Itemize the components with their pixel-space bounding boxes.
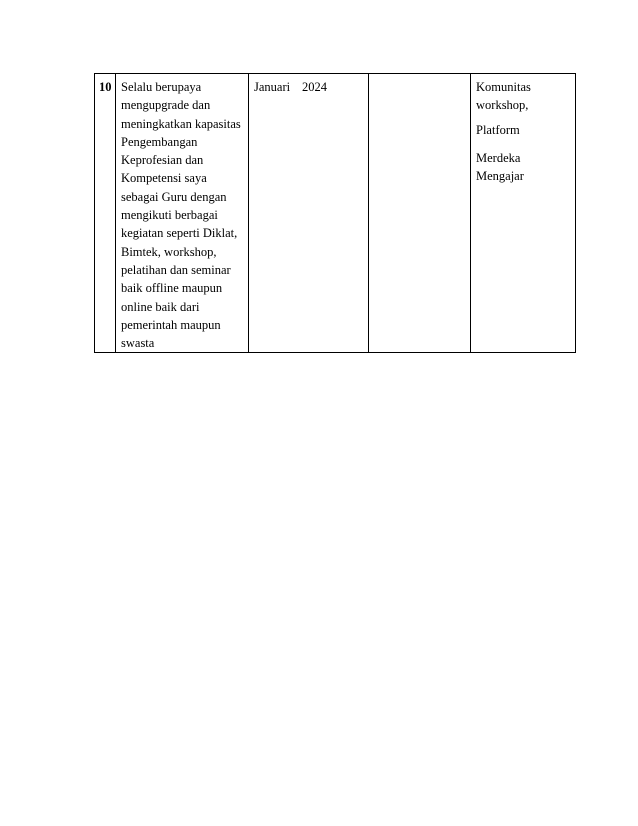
media-line-5: Mengajar	[476, 169, 524, 184]
media-line-3: Platform	[476, 122, 520, 137]
time-year: 2024	[302, 80, 327, 94]
activity-text: Selalu berupaya mengupgrade dan meningkatkan kapasitas Pengembangan Keprofesian dan Kompetensi saya sebagai Guru dengan mengikuti berbagai kegiatan seperti Diklat, Bimtek, workshop, pelatihan dan seminar baik offline maupun online baik dari pemerintah maupun swasta	[121, 80, 241, 351]
media-line-2: workshop,	[476, 98, 529, 113]
activity-table	[94, 73, 576, 353]
media-cell	[471, 74, 576, 353]
media-line-1: Komunitas	[476, 80, 531, 94]
activity-cell	[116, 74, 249, 353]
time-cell	[249, 74, 369, 353]
time-month: Januari	[254, 80, 291, 94]
media-line-4: Merdeka	[476, 150, 521, 165]
blank-cell	[369, 74, 471, 353]
row-number: 10	[99, 80, 112, 94]
row-number-cell	[95, 74, 116, 353]
table-row	[95, 74, 576, 353]
